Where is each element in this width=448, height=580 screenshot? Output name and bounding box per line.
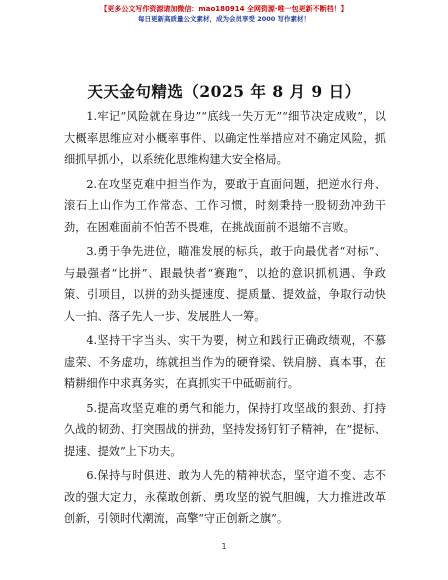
document-body — [64, 106, 386, 533]
paragraph-6: 6.保持与时俱进、敢为人先的精神状态，坚守道不变、志不改的强大定力，永葆敢创新、勇攻坚的锐气胆魄，大力推进改革创新，引领时代潮流，高擎“守正创新之旗”。 — [64, 469, 386, 525]
paragraph-4: 4.坚持干字当头、实干为要，树立和践行正确政绩观，不慕虚荣、不务虚功，练就担当作为的硬脊梁、铁肩膀、真本事，在精耕细作中求真务实，在真抓实干中砥砺前行。 — [64, 334, 386, 390]
paragraph-1: 1.牢记“风险就在身边”“底线一失万无”“细节决定成败”，以大概率思维应对小概率事件、以确定性举措应对不确定风险，抓细抓早抓小，以系统化思维构建大安全格局。 — [64, 110, 386, 166]
paragraph-3: 3.勇于争先进位，瞄准发展的标兵，敢于向最优者“对标”、与最强者“比拼”、跟最快者“赛跑”，以抢的意识抓机遇、争政策、引项目，以拼的劲头提速度、提质量、提效益，争取行动快人一拍、落子先人一步、发展胜人一筹。 — [64, 245, 386, 323]
paragraph-5: 5.提高攻坚克难的勇气和能力，保持打攻坚战的狠劲、打持久战的韧劲、打突围战的拼劲，坚持发扬钉钉子精神，在“提标、提速、提效”上下功夫。 — [64, 401, 386, 458]
document-title: 天天金句精选（2025 年 8 月 9 日） — [87, 82, 361, 101]
banner-promo-line: 【更多公文写作资源请加微信：mao180914 全网资源·唯一包更新不断档！】 — [100, 5, 348, 13]
page-number: 1 — [221, 542, 227, 551]
banner-subline: 每日更新高质量公文素材，成为会员享受 2000 写作素材！ — [137, 15, 311, 23]
header-banner — [0, 4, 448, 24]
paragraph-2: 2.在攻坚克难中担当作为，要敢于直面问题，把逆水行舟、滚石上山作为工作常态、工作习惯，时刻秉持一股韧劲冲劲干劲，在困难面前不怕苦不畏难，在挑战面前不退缩不言败。 — [64, 177, 386, 234]
